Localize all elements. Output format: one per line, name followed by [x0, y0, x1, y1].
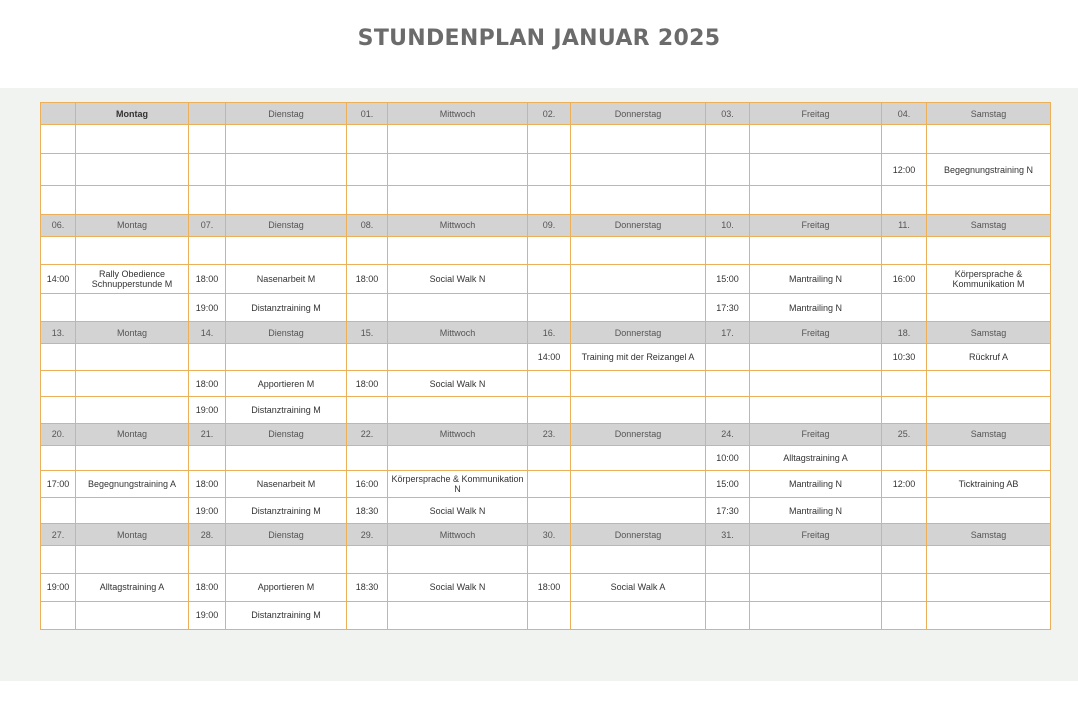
weekday-cell: Samstag	[927, 322, 1051, 344]
weekday-cell: Mittwoch	[388, 322, 528, 344]
weekday-cell: Mittwoch	[388, 214, 528, 236]
time-cell	[347, 186, 388, 214]
time-cell	[706, 344, 750, 371]
weekday-cell: Dienstag	[226, 524, 347, 546]
date-cell: 23.	[528, 423, 571, 445]
course-cell	[750, 344, 882, 371]
time-cell	[882, 396, 927, 423]
table-row	[41, 186, 1051, 214]
course-cell	[226, 154, 347, 186]
weekday-cell: Donnerstag	[571, 322, 706, 344]
time-cell	[528, 471, 571, 498]
time-cell	[528, 445, 571, 470]
table-row	[41, 396, 1051, 423]
time-cell	[347, 396, 388, 423]
course-cell	[927, 186, 1051, 214]
weekday-cell: Montag	[76, 423, 189, 445]
table-row	[41, 236, 1051, 264]
date-cell: 25.	[882, 423, 927, 445]
time-cell: 16:00	[882, 264, 927, 293]
time-cell: 12:00	[882, 471, 927, 498]
time-cell: 18:00	[189, 573, 226, 601]
course-cell	[76, 546, 189, 573]
course-cell	[76, 371, 189, 396]
time-cell	[528, 546, 571, 573]
course-cell: Mantrailing N	[750, 264, 882, 293]
course-cell	[927, 294, 1051, 322]
weekday-cell: Dienstag	[226, 322, 347, 344]
date-cell: 27.	[41, 524, 76, 546]
course-cell	[571, 546, 706, 573]
course-cell	[226, 344, 347, 371]
time-cell: 19:00	[189, 396, 226, 423]
weekday-cell: Samstag	[927, 423, 1051, 445]
time-cell	[528, 498, 571, 524]
time-cell: 18:00	[189, 471, 226, 498]
course-cell	[750, 573, 882, 601]
course-cell: Nasenarbeit M	[226, 471, 347, 498]
time-cell	[189, 125, 226, 154]
table-row	[41, 371, 1051, 396]
time-cell: 17:30	[706, 294, 750, 322]
course-cell: Distanztraining M	[226, 601, 347, 629]
time-cell	[528, 294, 571, 322]
course-cell	[927, 445, 1051, 470]
course-cell	[76, 186, 189, 214]
table-row	[41, 125, 1051, 154]
course-cell	[750, 125, 882, 154]
week-header-row	[41, 103, 1051, 125]
course-cell	[571, 371, 706, 396]
course-cell: Social Walk N	[388, 573, 528, 601]
date-cell: 08.	[347, 214, 388, 236]
weekday-cell: Freitag	[750, 214, 882, 236]
date-cell: 06.	[41, 214, 76, 236]
course-cell: Begegnungstraining A	[76, 471, 189, 498]
course-cell	[388, 125, 528, 154]
date-cell: 13.	[41, 322, 76, 344]
course-cell	[388, 294, 528, 322]
time-cell: 18:00	[347, 264, 388, 293]
course-cell	[571, 264, 706, 293]
time-cell	[41, 445, 76, 470]
time-cell	[347, 601, 388, 629]
time-cell	[347, 154, 388, 186]
time-cell: 18:30	[347, 573, 388, 601]
time-cell	[189, 344, 226, 371]
time-cell	[706, 371, 750, 396]
time-cell	[882, 294, 927, 322]
course-cell: Alltagstraining A	[750, 445, 882, 470]
weekday-cell: Donnerstag	[571, 423, 706, 445]
date-cell: 20.	[41, 423, 76, 445]
course-cell	[927, 371, 1051, 396]
weekday-cell: Montag	[76, 214, 189, 236]
date-cell: 21.	[189, 423, 226, 445]
course-cell: Mantrailing N	[750, 471, 882, 498]
course-cell	[750, 236, 882, 264]
course-cell	[571, 396, 706, 423]
table-row	[41, 546, 1051, 573]
time-cell	[41, 236, 76, 264]
time-cell: 15:00	[706, 471, 750, 498]
course-cell: Social Walk A	[571, 573, 706, 601]
course-cell	[76, 125, 189, 154]
week-header-row	[41, 423, 1051, 445]
weekday-cell: Mittwoch	[388, 423, 528, 445]
time-cell	[882, 236, 927, 264]
course-cell: Körpersprache & Kommunikation N	[388, 471, 528, 498]
course-cell: Mantrailing N	[750, 294, 882, 322]
table-row	[41, 445, 1051, 470]
course-cell	[927, 546, 1051, 573]
time-cell: 18:00	[189, 371, 226, 396]
course-cell	[388, 344, 528, 371]
course-cell: Distanztraining M	[226, 498, 347, 524]
time-cell	[189, 546, 226, 573]
table-row	[41, 601, 1051, 629]
weekday-cell: Samstag	[927, 103, 1051, 125]
time-cell: 10:00	[706, 445, 750, 470]
time-cell	[189, 236, 226, 264]
course-cell	[226, 445, 347, 470]
course-cell	[571, 471, 706, 498]
course-cell: Distanztraining M	[226, 396, 347, 423]
course-cell: Social Walk N	[388, 371, 528, 396]
course-cell: Training mit der Reizangel A	[571, 344, 706, 371]
time-cell	[41, 186, 76, 214]
table-row	[41, 471, 1051, 498]
table-row	[41, 573, 1051, 601]
weekday-cell: Mittwoch	[388, 524, 528, 546]
date-cell: 15.	[347, 322, 388, 344]
time-cell	[528, 264, 571, 293]
time-cell: 17:00	[41, 471, 76, 498]
table-row	[41, 344, 1051, 371]
course-cell	[571, 601, 706, 629]
date-cell: 10.	[706, 214, 750, 236]
course-cell: Social Walk N	[388, 264, 528, 293]
schedule-table	[40, 102, 1051, 630]
course-cell	[750, 601, 882, 629]
course-cell	[571, 125, 706, 154]
date-cell: 17.	[706, 322, 750, 344]
course-cell	[226, 125, 347, 154]
course-cell	[388, 601, 528, 629]
date-cell: 29.	[347, 524, 388, 546]
time-cell	[41, 294, 76, 322]
time-cell	[347, 546, 388, 573]
course-cell: Distanztraining M	[226, 294, 347, 322]
time-cell	[347, 125, 388, 154]
course-cell: Ticktraining AB	[927, 471, 1051, 498]
weekday-cell: Mittwoch	[388, 103, 528, 125]
time-cell	[528, 601, 571, 629]
course-cell	[750, 154, 882, 186]
date-cell: 24.	[706, 423, 750, 445]
time-cell	[882, 186, 927, 214]
weekday-cell: Freitag	[750, 524, 882, 546]
time-cell: 18:30	[347, 498, 388, 524]
course-cell	[388, 445, 528, 470]
course-cell: Apportieren M	[226, 371, 347, 396]
weekday-cell: Samstag	[927, 524, 1051, 546]
table-row	[41, 498, 1051, 524]
time-cell	[706, 186, 750, 214]
week-header-row	[41, 214, 1051, 236]
table-row	[41, 154, 1051, 186]
time-cell: 14:00	[41, 264, 76, 293]
time-cell: 15:00	[706, 264, 750, 293]
time-cell	[882, 573, 927, 601]
time-cell: 12:00	[882, 154, 927, 186]
course-cell	[927, 396, 1051, 423]
course-cell: Nasenarbeit M	[226, 264, 347, 293]
date-cell: 04.	[882, 103, 927, 125]
date-cell: 30.	[528, 524, 571, 546]
date-cell: 28.	[189, 524, 226, 546]
time-cell	[706, 125, 750, 154]
time-cell	[528, 371, 571, 396]
date-cell: 09.	[528, 214, 571, 236]
course-cell: Körpersprache & Kommunikation M	[927, 264, 1051, 293]
course-cell: Alltagstraining A	[76, 573, 189, 601]
page-title: STUNDENPLAN JANUAR 2025	[357, 26, 721, 51]
course-cell	[927, 236, 1051, 264]
date-cell: 14.	[189, 322, 226, 344]
weekday-cell: Dienstag	[226, 103, 347, 125]
course-cell	[571, 186, 706, 214]
course-cell	[750, 546, 882, 573]
time-cell	[882, 546, 927, 573]
time-cell: 10:30	[882, 344, 927, 371]
weekday-cell: Donnerstag	[571, 524, 706, 546]
time-cell	[189, 186, 226, 214]
course-cell	[76, 344, 189, 371]
time-cell	[528, 236, 571, 264]
course-cell: Apportieren M	[226, 573, 347, 601]
time-cell	[41, 371, 76, 396]
time-cell	[706, 236, 750, 264]
course-cell	[927, 498, 1051, 524]
course-cell	[76, 445, 189, 470]
weekday-cell: Dienstag	[226, 214, 347, 236]
time-cell	[882, 371, 927, 396]
time-cell: 18:00	[189, 264, 226, 293]
course-cell: Begegnungstraining N	[927, 154, 1051, 186]
time-cell: 16:00	[347, 471, 388, 498]
time-cell	[347, 445, 388, 470]
time-cell	[882, 445, 927, 470]
time-cell	[347, 344, 388, 371]
time-cell	[706, 396, 750, 423]
date-cell	[41, 103, 76, 125]
date-cell: 07.	[189, 214, 226, 236]
time-cell	[189, 445, 226, 470]
time-cell	[41, 546, 76, 573]
course-cell	[571, 236, 706, 264]
time-cell	[882, 125, 927, 154]
course-cell	[927, 601, 1051, 629]
course-cell: Mantrailing N	[750, 498, 882, 524]
course-cell	[571, 498, 706, 524]
week-header-row	[41, 322, 1051, 344]
time-cell	[528, 186, 571, 214]
course-cell	[571, 294, 706, 322]
course-cell	[750, 371, 882, 396]
weekday-cell: Freitag	[750, 423, 882, 445]
time-cell	[41, 344, 76, 371]
weekday-cell: Montag	[76, 322, 189, 344]
course-cell: Rally Obedience Schnupperstunde M	[76, 264, 189, 293]
course-cell	[750, 396, 882, 423]
course-cell	[388, 154, 528, 186]
time-cell	[41, 498, 76, 524]
weekday-cell: Donnerstag	[571, 103, 706, 125]
course-cell	[927, 573, 1051, 601]
course-cell	[571, 154, 706, 186]
weekday-cell: Montag	[76, 103, 189, 125]
date-cell	[189, 103, 226, 125]
time-cell	[706, 154, 750, 186]
course-cell	[76, 236, 189, 264]
time-cell	[706, 573, 750, 601]
date-cell: 31.	[706, 524, 750, 546]
course-cell	[226, 236, 347, 264]
course-cell	[226, 546, 347, 573]
weekday-cell: Samstag	[927, 214, 1051, 236]
time-cell	[41, 125, 76, 154]
time-cell	[706, 601, 750, 629]
date-cell: 18.	[882, 322, 927, 344]
course-cell	[388, 186, 528, 214]
time-cell	[41, 396, 76, 423]
course-cell	[76, 601, 189, 629]
course-cell	[76, 498, 189, 524]
time-cell	[347, 294, 388, 322]
course-cell	[226, 186, 347, 214]
week-header-row	[41, 524, 1051, 546]
course-cell	[76, 294, 189, 322]
time-cell	[528, 154, 571, 186]
course-cell: Social Walk N	[388, 498, 528, 524]
date-cell: 16.	[528, 322, 571, 344]
time-cell: 19:00	[41, 573, 76, 601]
time-cell	[882, 498, 927, 524]
course-cell	[76, 154, 189, 186]
time-cell: 19:00	[189, 294, 226, 322]
course-cell	[388, 396, 528, 423]
course-cell	[388, 546, 528, 573]
course-cell	[750, 186, 882, 214]
course-cell	[571, 445, 706, 470]
date-cell: 02.	[528, 103, 571, 125]
date-cell: 22.	[347, 423, 388, 445]
time-cell	[528, 396, 571, 423]
weekday-cell: Dienstag	[226, 423, 347, 445]
course-cell	[76, 396, 189, 423]
date-cell: 01.	[347, 103, 388, 125]
course-cell: Rückruf A	[927, 344, 1051, 371]
time-cell	[189, 154, 226, 186]
time-cell: 19:00	[189, 498, 226, 524]
time-cell: 14:00	[528, 344, 571, 371]
weekday-cell: Donnerstag	[571, 214, 706, 236]
time-cell: 18:00	[528, 573, 571, 601]
table-row	[41, 264, 1051, 293]
time-cell: 18:00	[347, 371, 388, 396]
date-cell: 03.	[706, 103, 750, 125]
time-cell	[706, 546, 750, 573]
weekday-cell: Montag	[76, 524, 189, 546]
time-cell: 17:30	[706, 498, 750, 524]
time-cell: 19:00	[189, 601, 226, 629]
time-cell	[41, 154, 76, 186]
time-cell	[882, 601, 927, 629]
date-cell	[882, 524, 927, 546]
weekday-cell: Freitag	[750, 103, 882, 125]
table-row	[41, 294, 1051, 322]
time-cell	[41, 601, 76, 629]
weekday-cell: Freitag	[750, 322, 882, 344]
time-cell	[528, 125, 571, 154]
time-cell	[347, 236, 388, 264]
course-cell	[927, 125, 1051, 154]
course-cell	[388, 236, 528, 264]
date-cell: 11.	[882, 214, 927, 236]
